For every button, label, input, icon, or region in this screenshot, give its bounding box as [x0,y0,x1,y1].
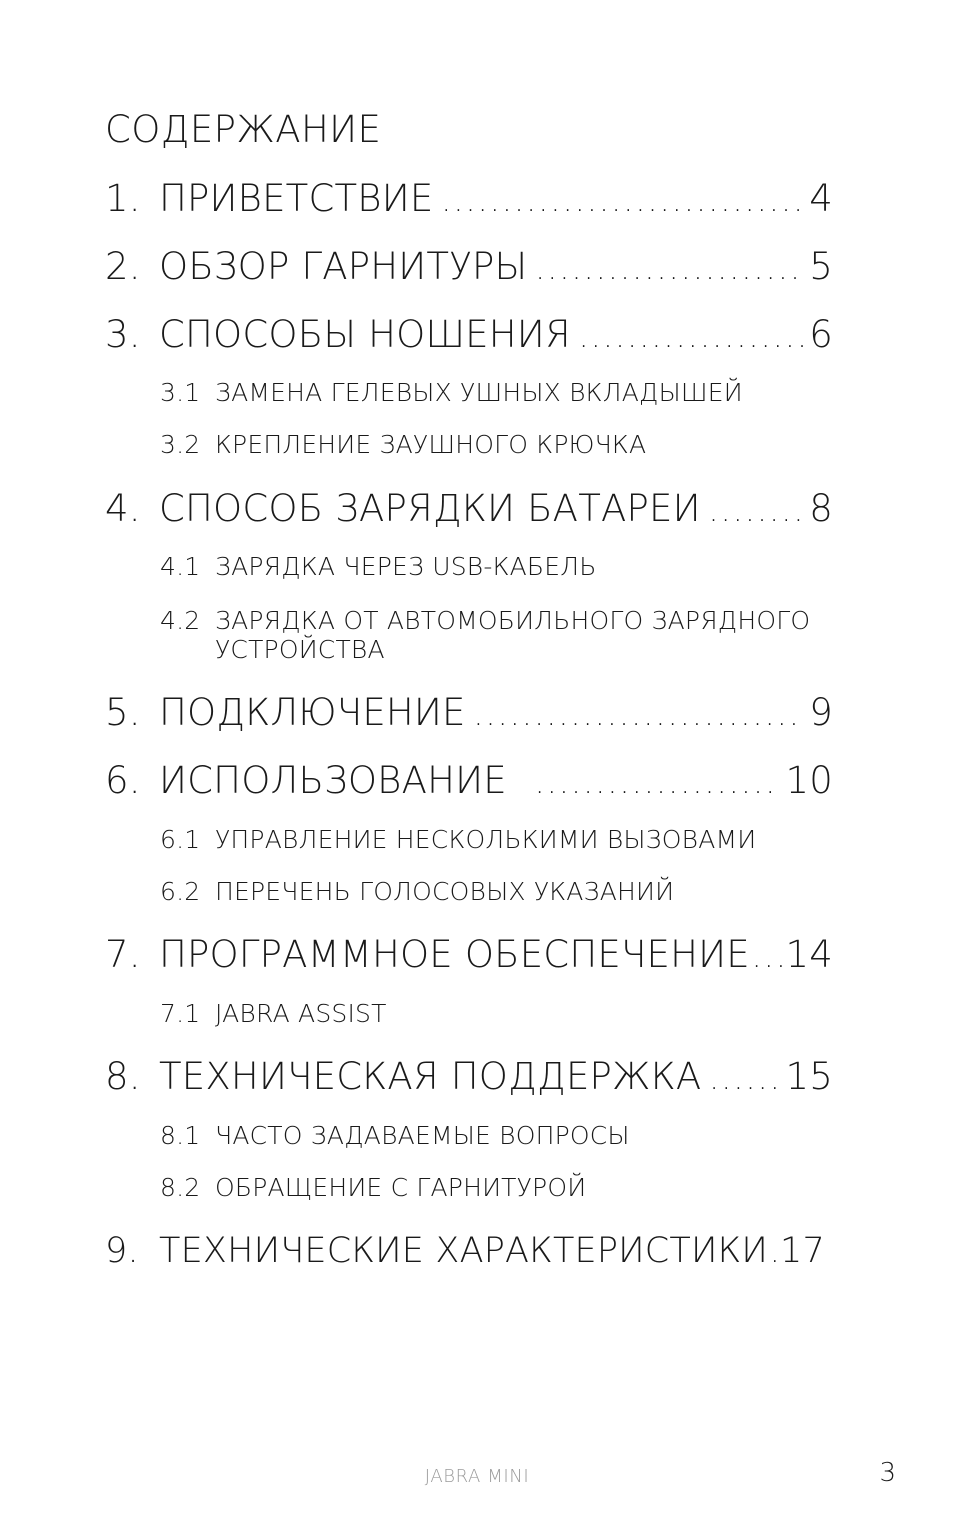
dot-leader [770,1226,780,1280]
toc-entry-title: ПРОГРАММНОЕ ОБЕСПЕЧЕНИЕ [159,933,750,976]
toc-subentry-title: ПЕРЕЧЕНЬ ГОЛОСОВЫХ УКАЗАНИЙ [215,877,675,906]
toc-subentry-title: ЧАСТО ЗАДАВАЕМЫЕ ВОПРОСЫ [215,1121,630,1150]
toc-entry-2[interactable] [105,240,833,294]
toc-entry-page: 15 [785,1055,833,1098]
toc-subentry-title: ЗАМЕНА ГЕЛЕВЫХ УШНЫХ ВКЛАДЫШЕЙ [215,378,743,407]
toc-entry-number: 6. [105,759,141,802]
toc-entry-title: СПОСОБЫ НОШЕНИЯ [159,313,571,356]
toc-subentry-title: ЗАРЯДКА ЧЕРЕЗ USB-КАБЕЛЬ [215,552,597,581]
dot-leader [752,931,784,985]
toc-entry-title: ТЕХНИЧЕСКИЕ ХАРАКТЕРИСТИКИ [159,1231,769,1271]
page-number: 3 [879,1458,896,1488]
toc-heading: СОДЕРЖАНИЕ [105,108,382,151]
toc-entry-5[interactable] [105,686,833,740]
toc-entry-page: 6 [809,313,833,356]
toc-entry-title: ПРИВЕТСТВИЕ [159,177,434,220]
dot-leader [579,311,803,365]
dot-leader [535,243,803,297]
toc-entry-3[interactable] [105,308,833,362]
dot-leader [441,175,803,229]
toc-subentry-number: 4.1 [160,552,201,581]
toc-entry-number: 2. [105,245,141,288]
toc-subentry-number: 4.2 [160,606,201,635]
toc-entry-number: 3. [105,313,141,356]
toc-entry-number: 5. [105,691,141,734]
toc-entry-8[interactable] [105,1050,833,1104]
toc-entry-page: 17 [780,1231,825,1271]
toc-entry-page: 14 [785,933,833,976]
footer-product-name: JABRA MINI [424,1466,530,1487]
dot-leader [709,485,804,539]
toc-entry-number: 9. [105,1231,139,1271]
toc-subentry-number: 8.1 [160,1121,201,1150]
toc-entry-page: 10 [785,759,833,802]
toc-entry-page: 9 [809,691,833,734]
toc-entry-9[interactable] [105,1224,833,1278]
toc-entry-number: 1. [105,177,141,220]
toc-entry-title: ИСПОЛЬЗОВАНИЕ [159,759,507,802]
dot-leader [535,757,780,811]
toc-entry-7[interactable] [105,928,833,982]
toc-subentry-number: 6.2 [160,877,201,906]
toc-entry-4[interactable] [105,482,833,536]
toc-subentry-title: ЗАРЯДКА ОТ АВТОМОБИЛЬНОГО ЗАРЯДНОГО УСТРОЙСТВА [215,606,811,664]
toc-entry-number: 7. [105,933,141,976]
toc-subentry-number: 6.1 [160,825,201,854]
toc-subentry-title: JABRA ASSIST [215,999,387,1028]
toc-subentry-title: УПРАВЛЕНИЕ НЕСКОЛЬКИМИ ВЫЗОВАМИ [215,825,757,854]
dot-leader [474,689,804,743]
toc-subentry-number: 3.1 [160,378,201,407]
toc-entry-number: 4. [105,487,141,530]
toc-entry-page: 5 [809,245,833,288]
toc-entry-title: ПОДКЛЮЧЕНИЕ [159,691,466,734]
toc-entry-6[interactable] [105,754,833,808]
toc-subentry-number: 3.2 [160,430,201,459]
toc-subentry-number: 8.2 [160,1173,201,1202]
toc-entry-page: 8 [809,487,833,530]
toc-entry-title: ОБЗОР ГАРНИТУРЫ [159,245,528,288]
toc-subentry-number: 7.1 [160,999,201,1028]
toc-subentry-title: ОБРАЩЕНИЕ С ГАРНИТУРОЙ [215,1173,587,1202]
toc-subentry-title: КРЕПЛЕНИЕ ЗАУШНОГО КРЮЧКА [215,430,647,459]
toc-entry-page: 4 [809,177,833,220]
dot-leader [709,1053,779,1107]
toc-entry-1[interactable] [105,172,833,226]
toc-entry-title: ТЕХНИЧЕСКАЯ ПОДДЕРЖКА [159,1055,702,1098]
toc-entry-title: СПОСОБ ЗАРЯДКИ БАТАРЕИ [159,487,701,530]
toc-entry-number: 8. [105,1055,141,1098]
